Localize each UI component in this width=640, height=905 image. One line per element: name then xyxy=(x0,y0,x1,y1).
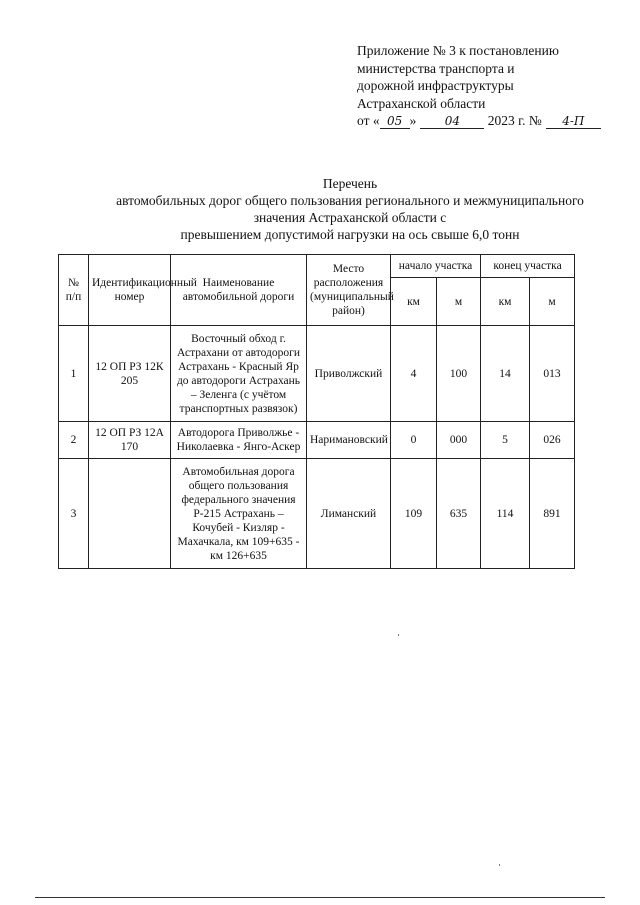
date-quote-close: » xyxy=(409,113,417,128)
cell-name: Автодорога Приволжье - Николаевка - Янго-Аскер xyxy=(171,422,307,459)
appendix-block xyxy=(357,42,617,130)
cell-name: Автомобильная дорога общего пользования федерального значения Р-215 Астрахань – Кочубей - Кизляр - Махачкала, км 109+635 - км 126+635 xyxy=(171,459,307,569)
header-location: Место расположения (муниципальный район) xyxy=(307,255,391,326)
cell-num: 2 xyxy=(59,422,89,459)
header-end-km: км xyxy=(481,278,530,326)
title-line-1: Перечень xyxy=(322,176,378,191)
table-row xyxy=(59,326,575,422)
cell-end-m: 026 xyxy=(530,422,575,459)
cell-start-km: 109 xyxy=(391,459,437,569)
cell-location: Приволжский xyxy=(307,326,391,422)
scan-speck xyxy=(499,864,500,866)
cell-name: Восточный обход г. Астрахани от автодороги Астрахань - Красный Яр до автодороги Астрахань – Зеленга (с учётом транспортных развязок) xyxy=(171,326,307,422)
cell-start-km: 4 xyxy=(391,326,437,422)
header-name: Наименование автомобильной дороги xyxy=(171,255,307,326)
document-title xyxy=(100,175,600,243)
header-id: Идентификационный номер xyxy=(89,255,171,326)
table-row xyxy=(59,422,575,459)
cell-end-m: 891 xyxy=(530,459,575,569)
title-line-2: автомобильных дорог общего пользования регионального и межмуниципального xyxy=(116,193,584,208)
footer-divider xyxy=(35,897,605,898)
cell-num: 1 xyxy=(59,326,89,422)
header-start-km: км xyxy=(391,278,437,326)
header-start: начало участка xyxy=(391,255,481,278)
cell-end-m: 013 xyxy=(530,326,575,422)
cell-id xyxy=(89,459,171,569)
cell-start-m: 100 xyxy=(437,326,481,422)
cell-start-m: 000 xyxy=(437,422,481,459)
handwritten-day: 05 xyxy=(380,114,410,129)
appendix-line-3: дорожной инфраструктуры xyxy=(357,78,514,93)
cell-end-km: 5 xyxy=(481,422,530,459)
date-prefix: от « xyxy=(357,113,380,128)
appendix-date-line xyxy=(357,112,617,130)
cell-id: 12 ОП РЗ 12К 205 xyxy=(89,326,171,422)
cell-id: 12 ОП РЗ 12А 170 xyxy=(89,422,171,459)
title-line-4: превышением допустимой нагрузки на ось свыше 6,0 тонн xyxy=(180,227,520,242)
cell-start-m: 635 xyxy=(437,459,481,569)
header-end: конец участка xyxy=(481,255,575,278)
year-label: 2023 г. № xyxy=(487,113,542,128)
appendix-line-1: Приложение № 3 к постановлению xyxy=(357,43,559,58)
cell-end-km: 14 xyxy=(481,326,530,422)
roads-table xyxy=(58,254,575,569)
header-num: № п/п xyxy=(59,255,89,326)
table-row xyxy=(59,459,575,569)
handwritten-month: 04 xyxy=(420,114,484,129)
appendix-line-4: Астраханской области xyxy=(357,95,486,111)
scan-speck xyxy=(398,634,399,636)
cell-location: Лиманский xyxy=(307,459,391,569)
cell-start-km: 0 xyxy=(391,422,437,459)
header-end-m: м xyxy=(530,278,575,326)
cell-num: 3 xyxy=(59,459,89,569)
appendix-line-2: министерства транспорта и xyxy=(357,60,515,76)
cell-end-km: 114 xyxy=(481,459,530,569)
header-start-m: м xyxy=(437,278,481,326)
cell-location: Наримановский xyxy=(307,422,391,459)
handwritten-number: 4-П xyxy=(546,114,601,129)
title-line-3: значения Астраханской области с xyxy=(253,210,447,225)
